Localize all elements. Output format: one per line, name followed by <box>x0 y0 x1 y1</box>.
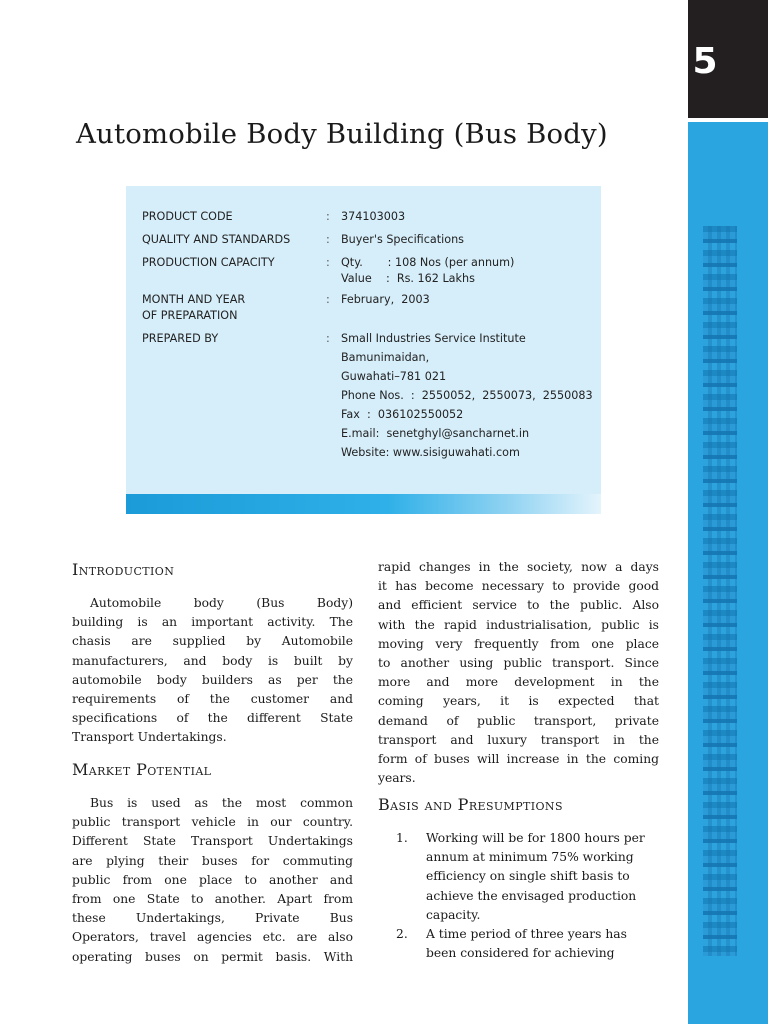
text-line: Different State Transport Undertakings <box>72 834 353 849</box>
capacity-value: Value : Rs. 162 Lakhs <box>341 272 475 285</box>
prepared-line: Guwahati–781 021 <box>341 370 447 383</box>
info-value: Buyer's Specifications <box>341 233 464 246</box>
text-line: these Undertakings, Private Bus <box>72 911 353 926</box>
text-line: public from one place to another and <box>72 872 353 887</box>
introduction-paragraph <box>72 594 353 748</box>
info-label <box>142 292 322 324</box>
side-band-pattern <box>703 226 737 956</box>
info-colon: : <box>326 293 330 306</box>
list-text <box>426 925 658 963</box>
text-line: Operators, travel agencies etc. are also <box>72 930 353 945</box>
text-line: A time period of three years has <box>426 927 627 941</box>
info-colon: : <box>326 233 330 246</box>
text-line: from one State to another. Apart from <box>72 892 353 907</box>
text-line: been considered for achieving <box>426 946 615 961</box>
list-item <box>396 925 658 965</box>
text-line: Automobile body (Bus Body) <box>90 596 353 610</box>
text-line: form of buses will increase in the coming <box>378 752 659 767</box>
text-line: more and more development in the <box>378 675 659 690</box>
market-potential-heading: Market Potential <box>72 760 212 779</box>
info-label: PREPARED BY <box>142 332 219 345</box>
text-line: transport and luxury transport in the <box>378 732 659 747</box>
text-line: years. <box>378 771 416 786</box>
list-item <box>396 829 658 925</box>
text-line: with the rapid industrialisation, public is <box>378 617 659 632</box>
chapter-number: 5 <box>692 41 718 82</box>
text-line: rapid changes in the society, now a days <box>378 560 659 574</box>
text-line: annum at minimum 75% working <box>426 850 634 865</box>
text-line: achieve the envisaged production <box>426 888 637 903</box>
text-line: manufacturers, and body is built by <box>72 653 353 668</box>
info-label-line: MONTH AND YEAR <box>142 293 246 306</box>
list-text <box>426 829 658 925</box>
info-colon: : <box>326 256 330 269</box>
text-line: specifications of the different State <box>72 711 353 726</box>
text-line: chasis are supplied by Automobile <box>72 634 353 649</box>
text-line: automobile body builders as per the <box>72 672 353 687</box>
text-line: operating buses on permit basis. With <box>72 949 353 964</box>
capacity-qty: Qty. : 108 Nos (per annum) <box>341 256 515 269</box>
basis-heading: Basis and Presumptions <box>378 795 563 814</box>
text-line: to another using public transport. Since <box>378 656 659 671</box>
introduction-heading: Introduction <box>72 560 175 579</box>
continued-paragraph <box>378 558 659 788</box>
text-line: and efficient service to the public. Also <box>378 598 659 613</box>
prepared-line: Fax : 036102550052 <box>341 408 464 421</box>
list-number: 2. <box>396 927 408 941</box>
info-value: 374103003 <box>341 210 406 223</box>
list-number: 1. <box>396 831 408 845</box>
text-line: moving very frequently from one place <box>378 636 659 651</box>
text-line: public transport vehicle in our country. <box>72 815 353 830</box>
market-potential-paragraph <box>72 794 353 967</box>
text-line: requirements of the customer and <box>72 692 353 707</box>
prepared-line: Phone Nos. : 2550052, 2550073, 2550083 <box>341 389 593 402</box>
prepared-line: Bamunimaidan, <box>341 351 430 364</box>
text-line: capacity. <box>426 907 481 922</box>
info-colon: : <box>326 332 330 345</box>
text-line: Transport Undertakings. <box>72 730 227 745</box>
prepared-line: Small Industries Service Institute <box>341 332 526 345</box>
prepared-website: Website: www.sisiguwahati.com <box>341 446 520 459</box>
text-line: it has become necessary to provide good <box>378 579 659 594</box>
text-line: coming years, it is expected that <box>378 694 659 709</box>
info-box-stripe <box>126 494 601 514</box>
text-line: are plying their buses for commuting <box>72 853 353 868</box>
info-label-line: OF PREPARATION <box>142 309 238 322</box>
info-label: PRODUCTION CAPACITY <box>142 256 275 269</box>
text-line: building is an important activity. The <box>72 615 353 630</box>
text-line: Working will be for 1800 hours per <box>426 831 645 845</box>
text-line: demand of public transport, private <box>378 713 659 728</box>
info-value <box>341 331 593 464</box>
text-line: Bus is used as the most common <box>90 796 353 810</box>
info-value: February, 2003 <box>341 293 430 306</box>
info-colon: : <box>326 210 330 223</box>
info-label: PRODUCT CODE <box>142 210 233 223</box>
page-title: Automobile Body Building (Bus Body) <box>76 118 608 150</box>
text-line: efficiency on single shift basis to <box>426 869 630 884</box>
prepared-email: E.mail: senetghyl@sancharnet.in <box>341 427 530 440</box>
info-value <box>341 255 514 287</box>
info-label: QUALITY AND STANDARDS <box>142 233 291 246</box>
